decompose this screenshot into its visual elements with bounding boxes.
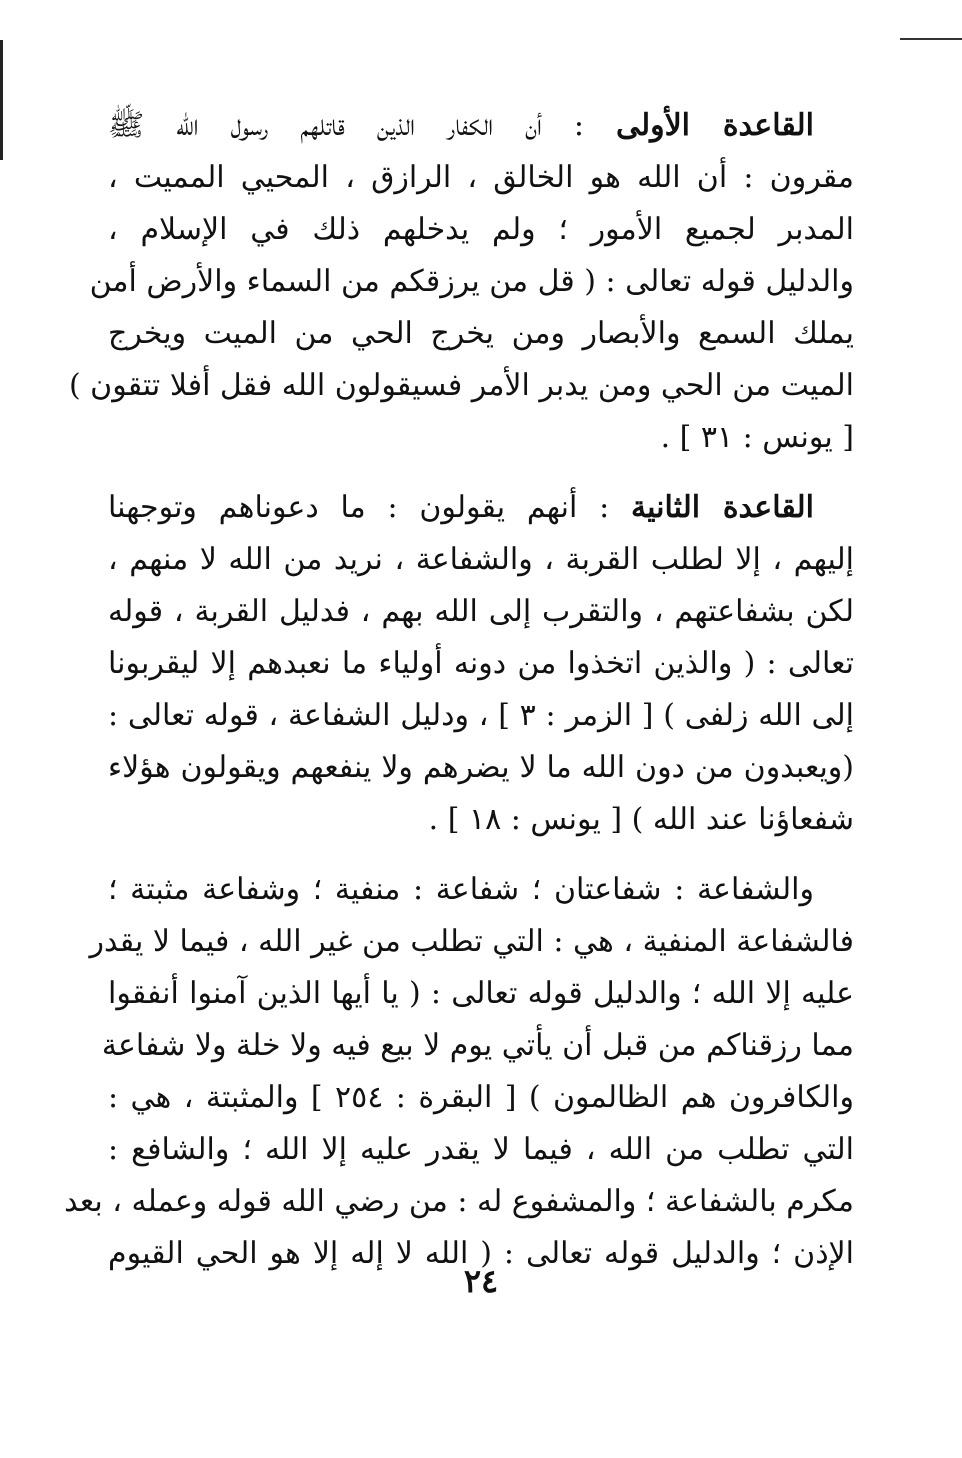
text-line: والشفاعة : شفاعتان ؛ شفاعة : منفية ؛ وشفاعة مثبتة ؛: [108, 872, 814, 907]
text-line: القاعدة الثانية : أنهم يقولون : ما دعوناهم وتوجهنا: [108, 490, 814, 525]
paragraph-intercession: [64, 864, 854, 1280]
scan-edge-mark: [0, 40, 3, 160]
text-line: مكرم بالشفاعة ؛ والمشفوع له : من رضي الله قوله وعمله ، بعد: [64, 1184, 854, 1219]
text-line: والكافرون هم الظالمون ) [ البقرة : ٢٥٤ ] والمثبتة ، هي :: [108, 1080, 854, 1115]
text-line: يملك السمع والأبصار ومن يخرج الحي من الميت ويخرج: [108, 316, 854, 351]
text-line: مما رزقناكم من قبل أن يأتي يوم لا بيع فيه ولا خلة ولا شفاعة: [101, 1028, 854, 1063]
text-line: لكن بشفاعتهم ، والتقرب إلى الله بهم ، فدليل القربة ، قوله: [108, 594, 854, 629]
top-rule: [900, 38, 962, 40]
page-number: ٢٤: [463, 1262, 499, 1300]
page-body: [64, 100, 855, 1280]
text-line: فالشفاعة المنفية ، هي : التي تطلب من غير الله ، فيما لا يقدر: [89, 924, 854, 959]
text-line: (ويعبدون من دون الله ما لا يضرهم ولا ينفعهم ويقولون هؤلاء: [108, 750, 854, 785]
text-line: القاعدة الأولى : أن الكفار الذين قاتلهم رسول الله ﷺ: [108, 108, 815, 143]
text-line: تعالى : ( والذين اتخذوا من دونه أولياء ما نعبدهم إلا ليقربونا: [108, 646, 854, 681]
text-line: الإذن ؛ والدليل قوله تعالى : ( الله لا إله إلا هو الحي القيوم: [108, 1236, 854, 1271]
text-line: التي تطلب من الله ، فيما لا يقدر عليه إلا الله ؛ والشافع :: [108, 1132, 854, 1167]
text-line: إلى الله زلفى ) [ الزمر : ٣ ] ، ودليل الشفاعة ، قوله تعالى :: [108, 698, 855, 733]
text-line: [ يونس : ٣١ ] .: [660, 420, 854, 455]
text-line: إليهم ، إلا لطلب القربة ، والشفاعة ، نريد من الله لا منهم ،: [108, 542, 854, 577]
rule-heading: القاعدة الأولى: [615, 108, 815, 143]
text-line: شفعاؤنا عند الله ) [ يونس : ١٨ ] .: [428, 802, 854, 837]
text-line: الميت من الحي ومن يدبر الأمر فسيقولون الله فقل أفلا تتقون ): [68, 368, 854, 403]
rule-heading: القاعدة الثانية: [630, 490, 814, 525]
text-line: مقرون : أن الله هو الخالق ، الرازق ، المحيي المميت ،: [108, 160, 854, 195]
text-line: والدليل قوله تعالى : ( قل من يرزقكم من السماء والأرض أمن: [89, 264, 854, 299]
text-line: عليه إلا الله ؛ والدليل قوله تعالى : ( يا أيها الذين آمنوا أنفقوا: [108, 976, 854, 1011]
paragraph-rule-two: [108, 482, 854, 846]
paragraph-rule-one: [68, 100, 854, 464]
text-line: المدبر لجميع الأمور ؛ ولم يدخلهم ذلك في الإسلام ،: [108, 212, 854, 247]
